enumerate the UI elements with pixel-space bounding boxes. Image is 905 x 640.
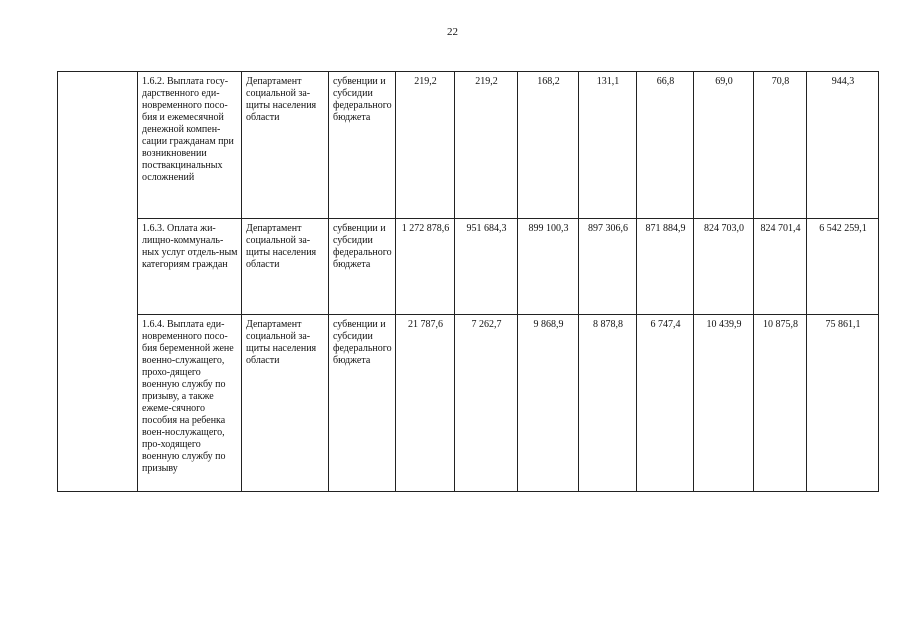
executor-cell: Департамент социальной за-щиты населения области <box>242 72 329 219</box>
funding-source-cell: субвенции и субсидии федерального бюджета <box>329 219 396 315</box>
page-number: 22 <box>447 26 458 38</box>
measure-name-cell: 1.6.3. Оплата жи-лищно-коммуналь-ных услуг отдель-ным категориям граждан <box>138 219 242 315</box>
table-row <box>58 72 879 219</box>
value-cell: 951 684,3 <box>455 219 518 315</box>
value-cell: 6 747,4 <box>637 315 694 492</box>
value-cell: 9 868,9 <box>518 315 579 492</box>
executor-cell: Департамент социальной за-щиты населения области <box>242 315 329 492</box>
total-cell: 944,3 <box>807 72 879 219</box>
funding-source-cell: субвенции и субсидии федерального бюджета <box>329 315 396 492</box>
value-cell: 10 875,8 <box>754 315 807 492</box>
value-cell: 824 703,0 <box>694 219 754 315</box>
value-cell: 1 272 878,6 <box>396 219 455 315</box>
value-cell: 69,0 <box>694 72 754 219</box>
total-cell: 75 861,1 <box>807 315 879 492</box>
value-cell: 871 884,9 <box>637 219 694 315</box>
measure-name-cell: 1.6.2. Выплата госу-дарственного еди-новременного посо-бия и ежемесячной денежной компен-сации гражданам при возникновении поствакцинальных осложнений <box>138 72 242 219</box>
value-cell: 21 787,6 <box>396 315 455 492</box>
value-cell: 7 262,7 <box>455 315 518 492</box>
table-row <box>58 219 879 315</box>
value-cell: 8 878,8 <box>579 315 637 492</box>
blank-column-cell <box>58 72 138 492</box>
value-cell: 824 701,4 <box>754 219 807 315</box>
funding-source-cell: субвенции и субсидии федерального бюджета <box>329 72 396 219</box>
value-cell: 219,2 <box>455 72 518 219</box>
value-cell: 897 306,6 <box>579 219 637 315</box>
table-row <box>58 315 879 492</box>
value-cell: 219,2 <box>396 72 455 219</box>
value-cell: 10 439,9 <box>694 315 754 492</box>
total-cell: 6 542 259,1 <box>807 219 879 315</box>
value-cell: 168,2 <box>518 72 579 219</box>
program-table <box>57 71 879 492</box>
value-cell: 131,1 <box>579 72 637 219</box>
measure-name-cell: 1.6.4. Выплата еди-новременного посо-бия беременной жене военно-служащего, прохо-дящего военную службу по призыву, а также ежеме-сячного пособия на ребенка воен-нослужащего, про-ходящего военную службу по призыву <box>138 315 242 492</box>
value-cell: 899 100,3 <box>518 219 579 315</box>
value-cell: 66,8 <box>637 72 694 219</box>
executor-cell: Департамент социальной за-щиты населения области <box>242 219 329 315</box>
value-cell: 70,8 <box>754 72 807 219</box>
